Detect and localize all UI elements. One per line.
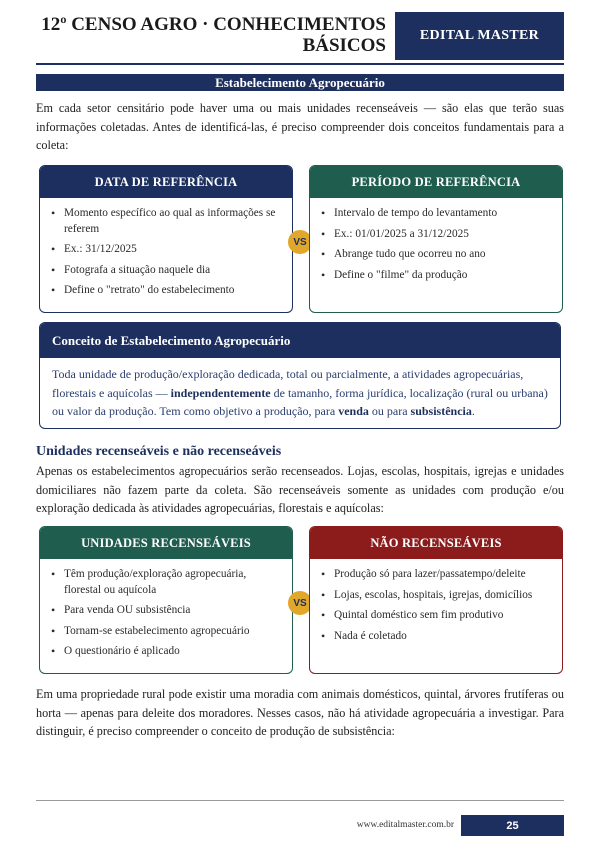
list-item: • Ex.: 31/12/2025 — [50, 242, 284, 258]
footer-divider — [36, 800, 564, 801]
card-title: DATA DE REFERÊNCIA — [40, 166, 292, 198]
concept-emphasis: venda — [338, 404, 369, 418]
section-title: Estabelecimento Agropecuário — [36, 74, 564, 91]
vs-badge: VS — [288, 230, 312, 254]
card-title: PERÍODO DE REFERÊNCIA — [310, 166, 562, 198]
document-title-line-2: BÁSICOS — [302, 35, 386, 56]
card-periodo-referencia — [309, 165, 563, 313]
concept-text-part: de tamanho, forma jurídica, localização (rural ou urbana) ou valor da produção. Tem como objetivo a produção, para — [52, 385, 548, 418]
concept-box — [39, 322, 561, 429]
list-item: • Lojas, escolas, hospitais, igrejas, domicílios — [320, 588, 554, 604]
page-header — [36, 12, 564, 60]
card-nao-recenseaveis — [309, 526, 563, 674]
list-item: • Ex.: 01/01/2025 a 31/12/2025 — [320, 227, 554, 243]
list-item: • Para venda OU subsistência — [50, 603, 284, 619]
list-item: • Momento específico ao qual as informações se referem — [50, 206, 284, 237]
concept-title: Conceito de Estabelecimento Agropecuário — [40, 323, 560, 358]
concept-text-part: . — [471, 404, 475, 418]
list-item: • Define o "filme" da produção — [320, 268, 554, 284]
list-item: • Têm produção/exploração agropecuária, florestal ou aquícola — [50, 567, 284, 598]
brand-label: EDITAL MASTER — [395, 12, 564, 60]
card-list — [310, 198, 562, 283]
list-item: • Produção só para lazer/passatempo/deleite — [320, 567, 554, 583]
card-list — [310, 559, 562, 644]
concept-emphasis: independentemente — [170, 385, 271, 400]
list-item: • Abrange tudo que ocorreu no ano — [320, 247, 554, 263]
card-list — [40, 559, 292, 660]
concept-emphasis: subsistência — [410, 404, 472, 418]
list-item: • Intervalo de tempo do levantamento — [320, 206, 554, 222]
list-item: • Nada é coletado — [320, 629, 554, 645]
document-title — [36, 14, 386, 56]
page-number: 25 — [461, 815, 564, 836]
concept-text-part: ou para — [368, 404, 411, 418]
footer-url: www.editalmaster.com.br — [356, 820, 454, 830]
card-data-referencia — [39, 165, 293, 313]
list-item: • Fotografa a situação naquele dia — [50, 263, 284, 279]
document-title-line-1: 12º CENSO AGRO · CONHECIMENTOS — [41, 14, 386, 35]
list-item: • O questionário é aplicado — [50, 644, 284, 660]
list-item: • Tornam-se estabelecimento agropecuário — [50, 624, 284, 640]
intro-paragraph: Em cada setor censitário pode haver uma ou mais unidades recenseáveis — são elas que terão suas informações coletadas. Antes de identificá-las, é preciso compreender dois conceitos fundamentais para a coleta: — [36, 101, 564, 152]
card-unidades-recenseaveis — [39, 526, 293, 674]
vs-badge: VS — [288, 591, 312, 615]
concept-text — [40, 358, 560, 421]
subsection-title: Unidades recenseáveis e não recenseáveis — [36, 444, 282, 459]
closing-paragraph: Em uma propriedade rural pode existir uma moradia com animais domésticos, quintal, árvores frutíferas ou horta — apenas para deleite dos moradores. Nesses casos, não há atividade agropecuária a investigar. Para distinguir, é preciso compreender o conceito de produção de subsistência: — [36, 687, 564, 738]
card-title: UNIDADES RECENSEÁVEIS — [40, 527, 292, 559]
card-title: NÃO RECENSEÁVEIS — [310, 527, 562, 559]
concept-text-part: Toda unidade de produção/exploração dedicada, total ou parcialmente, a atividades agropecuárias, florestais e aquícolas — — [52, 367, 524, 400]
header-divider — [36, 63, 564, 65]
subsection-paragraph: Apenas os estabelecimentos agropecuários serão recenseados. Lojas, escolas, hospitais, igrejas e unidades domiciliares não fazem parte da coleta. São recenseáveis somente as unidades com produção e/ou exploração dedicada às atividades agropecuárias, florestais e aquícolas: — [36, 464, 564, 515]
list-item: • Define o "retrato" do estabelecimento — [50, 283, 284, 299]
card-list — [40, 198, 292, 299]
list-item: • Quintal doméstico sem fim produtivo — [320, 608, 554, 624]
